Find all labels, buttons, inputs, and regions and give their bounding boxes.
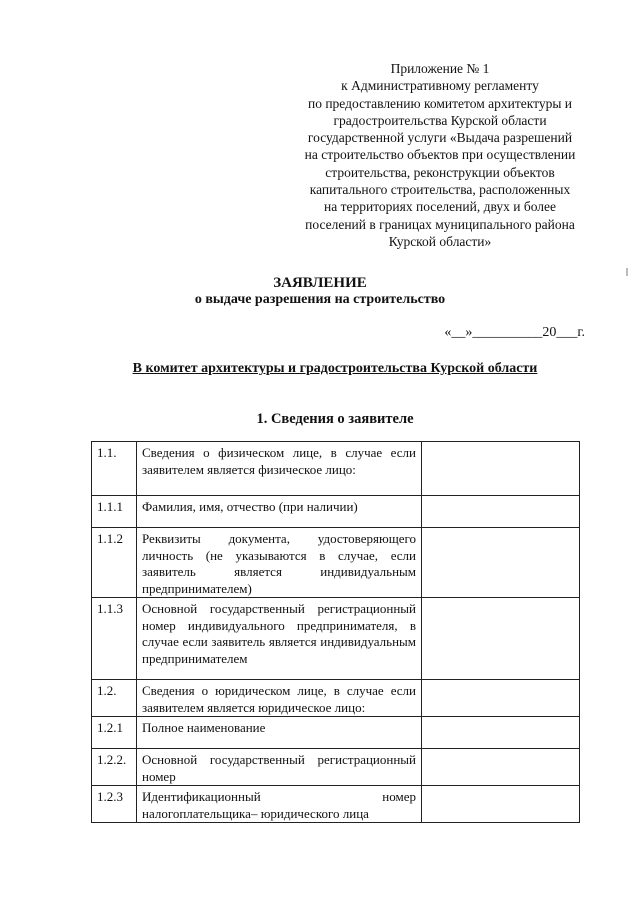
row-value-field[interactable] [422,496,580,528]
row-value-field[interactable] [422,786,580,823]
appendix-line: поселений в границах муниципального района [305,216,575,232]
date-line: «__»__________20___г. [444,325,585,340]
table-row [92,528,580,598]
row-label: Реквизиты документа, удостоверяющего личность (не указываются в случае, если заявитель является индивидуальным предпринимателем) [137,528,422,598]
row-number: 1.2.1 [92,717,137,749]
row-number: 1.2.3 [92,786,137,823]
row-value-field[interactable] [422,442,580,496]
appendix-line: на строительство объектов при осуществлении [304,147,576,163]
document-title: ЗАЯВЛЕНИЕ [273,275,367,291]
table-row [92,442,580,496]
row-label: Фамилия, имя, отчество (при наличии) [137,496,422,528]
row-label: Основной государственный регистрационный номер [137,749,422,786]
appendix-line: Курской области» [388,233,492,249]
appendix-line: по предоставлению комитетом архитектуры и [307,95,572,111]
row-number: 1.1. [92,442,137,496]
row-value-field[interactable] [422,598,580,680]
row-number: 1.1.3 [92,598,137,680]
row-number: 1.1.1 [92,496,137,528]
appendix-line: Приложение № 1 [390,61,490,76]
row-label: Сведения о юридическом лице, в случае если заявителем является юридическое лицо: [137,680,422,717]
table-row [92,749,580,786]
row-number: 1.1.2 [92,528,137,598]
appendix-header [290,60,590,250]
appendix-line: к Административному регламенту [341,78,539,94]
row-value-field[interactable] [422,717,580,749]
row-number: 1.2.2. [92,749,137,786]
table-row [92,786,580,823]
appendix-line: капитального строительства, расположенных [309,182,571,198]
row-value-field[interactable] [422,749,580,786]
table-row [92,717,580,749]
row-label: Идентификационный номер налогоплательщика– юридического лица [137,786,422,823]
scan-artifact [626,268,628,276]
section-title: 1. Сведения о заявителе [256,411,414,427]
appendix-line: строительства, реконструкции объектов [325,164,555,180]
row-label: Полное наименование [137,717,422,749]
appendix-line: градостроительства Курской области [333,112,547,128]
row-label: Сведения о физическом лице, в случае если заявителем является физическое лицо: [137,442,422,496]
applicant-info-table [91,441,580,823]
row-value-field[interactable] [422,528,580,598]
row-label: Основной государственный регистрационный номер индивидуального предпринимателя, в случае если заявитель является индивидуальным предпринимателем [137,598,422,680]
appendix-line: государственной услуги «Выдача разрешений [307,130,573,146]
table-row [92,496,580,528]
row-number: 1.2. [92,680,137,717]
appendix-line: на территориях поселений, двух и более [323,199,557,215]
document-subtitle: о выдаче разрешения на строительство [194,292,446,307]
addressee-line: В комитет архитектуры и градостроительства Курской области [132,361,538,376]
table-row [92,598,580,680]
row-value-field[interactable] [422,680,580,717]
table-row [92,680,580,717]
